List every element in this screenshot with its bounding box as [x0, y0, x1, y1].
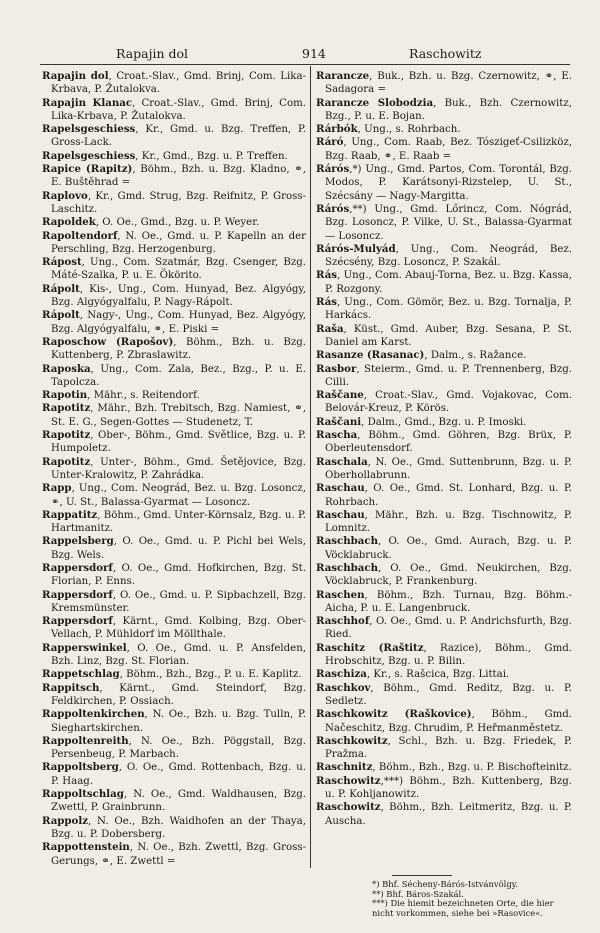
entry-headword: Raplovo: [42, 189, 88, 202]
footnote: ***) Die hiemit bezeichneten Orte, die hier nicht vorkommen, siehe bei »Rasovice«.: [372, 898, 554, 918]
gazetteer-entry: Rárós,**) Ung., Gmd. Lőrincz, Com. Nógrád, Bzg. Losoncz, P. Vilke, U. St., Balassa-Gyarmat — Losoncz.: [316, 202, 572, 242]
gazetteer-entry: Rapotitz, Unter-, Böhm., Gmd. Šetějovice, Bzg. Unter-Kralowitz, P. Zahrádka.: [42, 455, 306, 481]
gazetteer-entry: Raposka, Ung., Com. Zala, Bez., Bzg., P. u. E. Tapolcza.: [42, 362, 306, 388]
gazetteer-entry: Rapelsgeschiess, Kr., Gmd. u. Bzg. Treffen, P. Gross-Lack.: [42, 123, 306, 149]
entry-headword: Raranczе Slobodzia: [316, 96, 434, 109]
header-left-word: Rapajin dol: [116, 46, 189, 61]
gazetteer-entry: Rappersdorf, O. Oe., Gmd. u. P. Sipbachzell, Bzg. Kremsmünster.: [42, 588, 306, 614]
gazetteer-entry: Rapotitz, Mähr., Bzh. Trebitsch, Bzg. Namiest, ⚭, St. E. G., Segen-Gottes — Studenetz, T.: [42, 402, 306, 428]
entry-headword: Rapotitz: [42, 429, 91, 442]
gazetteer-entry: Raplovo, Kr., Gmd. Strug, Bzg. Reifnitz, P. Gross-Laschitz.: [42, 189, 306, 215]
gazetteer-entry: Raschau, O. Oe., Gmd. St. Lonhard, Bzg. u. P. Rohrbach.: [316, 482, 572, 508]
gazetteer-entry: Rapp, Ung., Com. Neográd, Bez. u. Bzg. Losoncz, ⚭, U. St., Balassa-Gyarmat — Losoncz.: [42, 482, 306, 508]
gazetteer-entry: Raschowitz,***) Böhm., Bzh. Kuttenberg, Bzg. u. P. Kohljanowitz.: [316, 774, 572, 801]
entry-headword: Rapelsgeschiess: [42, 149, 136, 162]
entry-headword: Raschkov: [316, 681, 371, 694]
gazetteer-entry: Raranczе, Buk., Bzh. u. Bzg. Czernowitz, ⚭, E. Sadagora =: [316, 70, 572, 96]
entry-headword: Rapoltendorf: [42, 229, 118, 242]
gazetteer-entry: Rapperswinkel, O. Oe., Gmd. u. P. Ansfelden, Bzh. Linz, Bzg. St. Florian.: [42, 641, 306, 668]
right-column: [316, 70, 572, 828]
entry-headword: Rás: [316, 269, 338, 282]
entry-headword: Rapice (Rapitz): [42, 163, 133, 176]
gazetteer-entry: Rappersdorf, O. Oe., Gmd. Hofkirchen, Bzg. St. Florian, P. Enns.: [42, 561, 306, 588]
gazetteer-entry: Ráró, Ung., Com. Raab, Bez. Tószigeť-Csilizköz, Bzg. Raab, ⚭, E. Raab =: [316, 136, 572, 162]
gazetteer-entry: Rárós,*) Ung., Gmd. Partos, Com. Torontál, Bzg. Modos, P. Karátsonyi-Rizstelep, U. St., Szécsány — Nagy-Margitta.: [316, 163, 572, 202]
entry-headword: Rappolz: [42, 814, 88, 827]
entry-headword: Raschowitz: [316, 774, 381, 787]
gazetteer-entry: Rappatitz, Böhm., Gmd. Unter-Körnsalz, Bzg. u. P. Hartmanitz.: [42, 508, 306, 535]
entry-headword: Raranczе: [316, 70, 370, 82]
gazetteer-entry: Raschowitz, Böhm., Bzh. Leitmeritz, Bzg. u. P. Auscha.: [316, 801, 572, 827]
gazetteer-entry: Raschau, Mähr., Bzh. u. Bzg. Tischnowitz, P. Lomnitz.: [316, 508, 572, 535]
footnote-rule: [392, 875, 452, 876]
entry-headword: Raschau: [316, 508, 365, 521]
entry-headword: Rappetschlag: [42, 668, 120, 681]
entry-headword: Rárós: [316, 163, 350, 176]
entry-headword: Rascha: [316, 429, 358, 442]
gazetteer-entry: Rasanze (Rasanac), Dalm., s. Ražance.: [316, 349, 527, 362]
entry-headword: Rárós-Mulyád: [316, 242, 396, 255]
gazetteer-entry: Raschhof, O. Oe., Gmd. u. P. Andrichsfurth, Bzg. Ried.: [316, 615, 572, 641]
gazetteer-entry: Rás, Ung., Com. Abauj-Torna, Bez. u. Bzg. Kassa, P. Rozgony.: [316, 269, 572, 295]
gazetteer-entry: Rápolt, Nagy-, Ung., Com. Hunyad, Bez. Algyógy, Bzg. Algyógyalfalu, ⚭, E. Piski =: [42, 309, 306, 335]
entry-headword: Rárós: [316, 202, 350, 215]
gazetteer-entry: Rapajin dol, Croat.-Slav., Gmd. Brinj, Com. Lika-Krbava, P. Žutalokva.: [42, 70, 306, 96]
entry-headword: Raschkowitz (Raškovice): [316, 708, 472, 721]
entry-headword: Rapelsgeschiess: [42, 123, 136, 136]
entry-headword: Raschbach: [316, 535, 378, 548]
header-rule: [40, 64, 570, 65]
entry-headword: Raschkowitz: [316, 734, 388, 747]
entry-headword: Rappatitz: [42, 508, 98, 521]
gazetteer-entry: Rappolz, N. Oe., Bzh. Waidhofen an der Thaya, Bzg. u. P. Dobersberg.: [42, 814, 306, 840]
gazetteer-entry: Rápost, Ung., Com. Szatmár, Bzg. Csenger, Bzg. Máté-Szalka, P. u. E. Ökörito.: [42, 256, 306, 282]
entry-headword: Raschnitz: [316, 761, 373, 774]
entry-headword: Raschala: [316, 455, 368, 468]
gazetteer-entry: Rappottenstein, N. Oe., Bzh. Zwettl, Bzg. Gross-Gerungs, ⚭, E. Zwettl =: [42, 841, 306, 867]
gazetteer-entry: Rappoltenkirchen, N. Oe., Bzh. u. Bzg. Tulln, P. Sieghartskirchen.: [42, 708, 306, 734]
entry-headword: Raschhof: [316, 615, 370, 628]
entry-headword: Rappitsch: [42, 681, 100, 694]
entry-headword: Raščani: [316, 415, 362, 428]
entry-headword: Rappottenstein: [42, 841, 130, 854]
footnote: **) Bhf. Báros-Szakál.: [372, 888, 464, 899]
gazetteer-entry: Raša, Küst., Gmd. Auber, Bzg. Sesana, P. St. Daniel am Karst.: [316, 322, 572, 348]
gazetteer-entry: Rápolt, Kis-, Ung., Com. Hunyad, Bez. Algyógy, Bzg. Algyógyalfalu, P. Nagy-Rápolt.: [42, 282, 306, 309]
gazetteer-entry: Raschbach, O. Oe., Gmd. Aurach, Bzg. u. P. Vöcklabruck.: [316, 535, 572, 561]
entry-headword: Rappoltenkirchen: [42, 708, 145, 721]
gazetteer-entry: Rappoltschlag, N. Oe., Gmd. Waldhausen, Bzg. Zwettl, P. Grainbrunn.: [42, 788, 306, 814]
gazetteer-entry: Rappitsch, Kärnt., Gmd. Steindorf, Bzg. Feldkirchen, P. Ossiach.: [42, 681, 306, 707]
entry-headword: Rappelsberg: [42, 535, 114, 548]
page-header: [40, 40, 570, 62]
entry-headword: Raschen: [316, 588, 365, 601]
entry-headword: Rapotin: [42, 389, 88, 402]
gazetteer-entry: Raschkov, Böhm., Gmd. Reditz, Bzg. u. P. Sedletz.: [316, 681, 572, 707]
page-number: 914: [302, 46, 326, 61]
entry-headword: Rárbók: [316, 123, 358, 136]
gazetteer-entry: Raschkowitz, Schl., Bzh. u. Bzg. Friedek, P. Pražma.: [316, 734, 572, 761]
gazetteer-entry: Rasbor, Steierm., Gmd. u. P. Trennenberg, Bzg. Cilli.: [316, 362, 572, 388]
footnote: *) Bhf. Sécheny-Bárós-Istvánvölgy.: [372, 879, 518, 889]
entry-headword: Rapajin dol: [42, 70, 109, 82]
entry-headword: Raša: [316, 322, 344, 335]
gazetteer-entry: Raschkowitz (Raškovice), Böhm., Gmd. Načeschitz, Bzg. Chrudim, P. Heřmanměstetz.: [316, 708, 572, 734]
gazetteer-entry: Rárós-Mulyád, Ung., Com. Neográd, Bez. Szécsény, Bzg. Losoncz, P. Szakál.: [316, 242, 572, 269]
entry-headword: Raschau: [316, 482, 365, 495]
gazetteer-entry: Raschbach, O. Oe., Gmd. Neukirchen, Bzg. Vöcklabruck, P. Frankenburg.: [316, 561, 572, 588]
gazetteer-entry: Rapotin, Mähr., s. Reitendorf.: [42, 389, 200, 402]
entry-headword: Rappoltsberg: [42, 761, 119, 774]
gazetteer-entry: Raščane, Croat.-Slav., Gmd. Vojakovac, Com. Belovár-Kreuz, P. Körös.: [316, 389, 572, 415]
gazetteer-entry: Raschnitz, Böhm., Bzh., Bzg. u. P. Bischofteinitz.: [316, 761, 572, 774]
gazetteer-entry: Rappoltenreith, N. Oe., Bzh. Pöggstall, Bzg. Persenbeug, P. Marbach.: [42, 734, 306, 761]
gazetteer-entry: Rapoldek, O. Oe., Gmd., Bzg. u. P. Weyer.: [42, 216, 260, 229]
entry-headword: Raschowitz: [316, 801, 381, 814]
entry-headword: Rapoldek: [42, 216, 96, 229]
gazetteer-entry: Raschala, N. Oe., Gmd. Suttenbrunn, Bzg. u. P. Oberhollabrunn.: [316, 455, 572, 481]
header-right-word: Raschowitz: [409, 46, 482, 61]
entry-headword: Rapajin Klanac: [42, 96, 133, 109]
entry-headword: Rappoltschlag: [42, 788, 124, 801]
entry-headword: Ráró: [316, 136, 344, 149]
entry-headword: Rappersdorf: [42, 561, 113, 574]
gazetteer-entry: Rappersdorf, Kärnt., Gmd. Kolbing, Bzg. Ober-Vellach, P. Mühldorf im Möllthale.: [42, 615, 306, 641]
gazetteer-entry: Raschiza, Kr., s. Rašcica, Bzg. Littai.: [316, 668, 510, 681]
entry-headword: Rapp: [42, 482, 72, 495]
entry-headword: Rasanze (Rasanac): [316, 349, 425, 362]
gazetteer-entry: Raschen, Böhm., Bzh. Turnau, Bzg. Böhm.-Aicha, P. u. E. Langenbruck.: [316, 588, 572, 614]
entry-headword: Rápolt: [42, 282, 80, 295]
footnotes: [372, 880, 572, 918]
entry-headword: Rappersdorf: [42, 588, 113, 601]
entry-headword: Rápolt: [42, 309, 80, 322]
entry-headword: Rappoltenreith: [42, 734, 129, 747]
gazetteer-entry: Rapajin Klanac, Croat.-Slav., Gmd. Brinj, Com. Lika-Krbava, P. Žutalokva.: [42, 96, 306, 122]
column-divider: [310, 66, 311, 868]
entry-headword: Rápost: [42, 256, 82, 269]
entry-headword: Raschbach: [316, 561, 378, 574]
gazetteer-entry: Raščani, Dalm., Gmd., Bzg. u. P. Imoski.: [316, 415, 527, 428]
entry-headword: Rapperswinkel: [42, 641, 127, 654]
gazetteer-entry: Rappoltsberg, O. Oe., Gmd. Rottenbach, Bzg. u. P. Haag.: [42, 761, 306, 787]
entry-headword: Rás: [316, 296, 338, 309]
gazetteer-entry: Rapotitz, Ober-, Böhm., Gmd. Světlice, Bzg. u. P. Humpoletz.: [42, 429, 306, 455]
entry-headword: Rapotitz: [42, 402, 91, 415]
gazetteer-entry: Raposchow (Rapošov), Böhm., Bzh. u. Bzg. Kuttenberg, P. Zbraslawitz.: [42, 335, 306, 362]
entry-headword: Rappersdorf: [42, 615, 113, 628]
gazetteer-entry: Rappetschlag, Böhm., Bzh., Bzg., P. u. E. Kaplitz.: [42, 668, 302, 681]
gazetteer-entry: Rárbók, Ung., s. Rohrbach.: [316, 123, 461, 136]
entry-headword: Raschiza: [316, 668, 367, 681]
gazetteer-entry: Rapice (Rapitz), Böhm., Bzh. u. Bzg. Kladno, ⚭, E. Buštěhrad =: [42, 163, 306, 189]
gazetteer-entry: Rascha, Böhm., Gmd. Göhren, Bzg. Brüx, P. Oberleutensdorf.: [316, 429, 572, 455]
gazetteer-entry: Rappelsberg, O. Oe., Gmd. u. P. Pichl bei Wels, Bzg. Wels.: [42, 535, 306, 561]
entry-headword: Rasbor: [316, 362, 357, 375]
gazetteer-entry: Raranczе Slobodzia, Buk., Bzh. Czernowitz, Bzg., P. u. E. Bojan.: [316, 96, 572, 122]
entry-headword: Raposka: [42, 362, 91, 375]
entry-headword: Raschitz (Raštitz: [316, 641, 424, 654]
gazetteer-entry: Rapelsgeschiess, Kr., Gmd., Bzg. u. P. Treffen.: [42, 149, 288, 162]
entry-headword: Raposchow (Rapošov): [42, 335, 174, 348]
gazetteer-entry: Rás, Ung., Com. Gömör, Bez. u. Bzg. Tornalja, P. Harkács.: [316, 296, 572, 322]
gazetteer-entry: Rapoltendorf, N. Oe., Gmd. u. P. Kapelln an der Perschling, Bzg. Herzogenburg.: [42, 229, 306, 255]
gazetteer-entry: Raschitz (Raštitz, Razice), Böhm., Gmd. Hrobschitz, Bzg. u. P. Bilin.: [316, 641, 572, 668]
entry-headword: Raščane: [316, 389, 364, 402]
left-column: [42, 70, 306, 868]
entry-headword: Rapotitz: [42, 455, 91, 468]
